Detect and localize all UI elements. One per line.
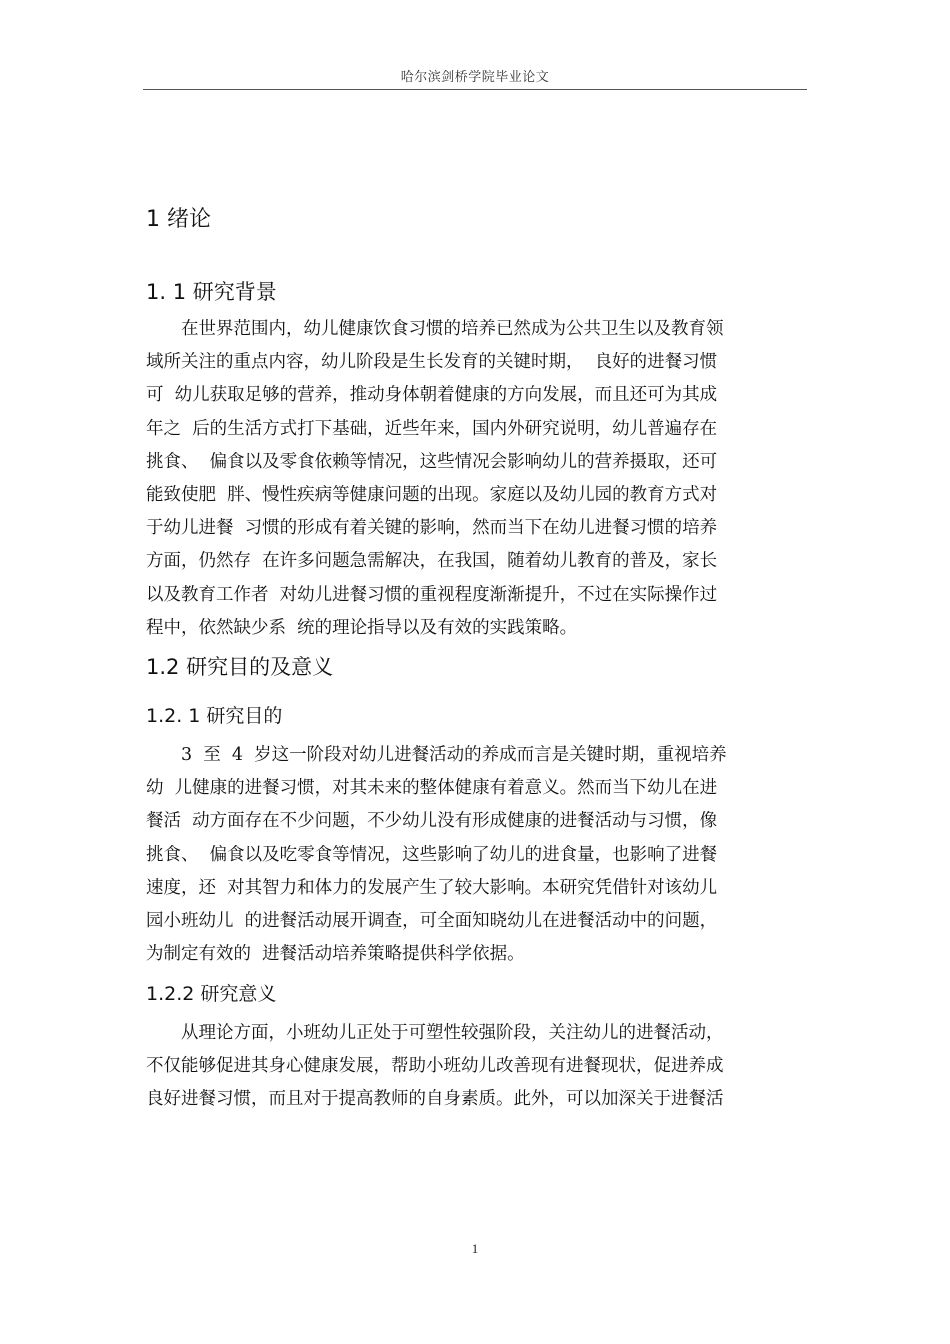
text-line: 于幼儿进餐 习惯的形成有着关键的影响，然而当下在幼儿进餐习惯的培养 (146, 518, 718, 539)
paragraph-research-purpose (146, 739, 808, 971)
text-line: 从理论方面，小班幼儿正处于可塑性较强阶段，关注幼儿的进餐活动， (146, 1023, 724, 1043)
running-header: 哈尔滨剑桥学院毕业论文 (400, 70, 550, 85)
text-line: 域所关注的重点内容，幼儿阶段是生长发育的关键时期， 良好的进餐习惯 (146, 352, 718, 373)
section-title-1-2-2: 1.2.2 研究意义 (146, 983, 277, 1005)
text-line: 速度，还 对其智力和体力的发展产生了较大影响。本研究凭借针对该幼儿 (146, 877, 718, 898)
text-line: 挑食、 偏食以及零食依赖等情况，这些情况会影响幼儿的营养摄取，还可 (146, 451, 718, 472)
text-line: 挑食、 偏食以及吃零食等情况，这些影响了幼儿的进食量，也影响了进餐 (146, 844, 718, 865)
text-line: 幼 儿健康的进餐习惯，对其未来的整体健康有着意义。然而当下幼儿在进 (146, 778, 718, 799)
header-rule (143, 89, 807, 90)
chapter-title: 1 绪论 (146, 207, 211, 232)
text-line: 以及教育工作者 对幼儿进餐习惯的重视程度渐渐提升，不过在实际操作过 (146, 584, 718, 605)
paragraph-research-significance (146, 1017, 808, 1117)
text-line: 不仅能够促进其身心健康发展，帮助小班幼儿改善现有进餐现状，促进养成 (146, 1056, 724, 1077)
text-line: 可 幼儿获取足够的营养，推动身体朝着健康的方向发展，而且还可为其成 (146, 385, 718, 406)
text-line: 能致使肥 胖、慢性疾病等健康问题的出现。家庭以及幼儿园的教育方式对 (146, 484, 718, 505)
text-line: 在世界范围内，幼儿健康饮食习惯的培养已然成为公共卫生以及教育领 (146, 319, 724, 339)
section-title-1-2: 1.2 研究目的及意义 (146, 655, 334, 679)
text-line: 程中，依然缺少系 统的理论指导以及有效的实践策略。 (146, 617, 578, 638)
section-title-1-2-1: 1.2. 1 研究目的 (146, 705, 283, 727)
page-number: 1 (471, 1241, 479, 1256)
text-line: 良好进餐习惯，而且对于提高教师的自身素质。此外，可以加深关于进餐活 (146, 1089, 724, 1110)
text-line: 年之 后的生活方式打下基础，近些年来，国内外研究说明，幼儿普遍存在 (146, 418, 718, 439)
text-line: 方面，仍然存 在许多问题急需解决，在我国，随着幼儿教育的普及，家长 (146, 551, 718, 572)
paragraph-research-background (146, 313, 808, 645)
section-title-1-1: 1. 1 研究背景 (146, 280, 277, 304)
text-line: 3 至 4 岁这一阶段对幼儿进餐活动的养成而言是关键时期，重视培养 (146, 745, 727, 765)
text-line: 餐活 动方面存在不少问题，不少幼儿没有形成健康的进餐活动与习惯，像 (146, 811, 718, 832)
text-line: 园小班幼儿 的进餐活动展开调查，可全面知晓幼儿在进餐活动中的问题， (146, 910, 718, 931)
text-line: 为制定有效的 进餐活动培养策略提供科学依据。 (146, 944, 525, 965)
